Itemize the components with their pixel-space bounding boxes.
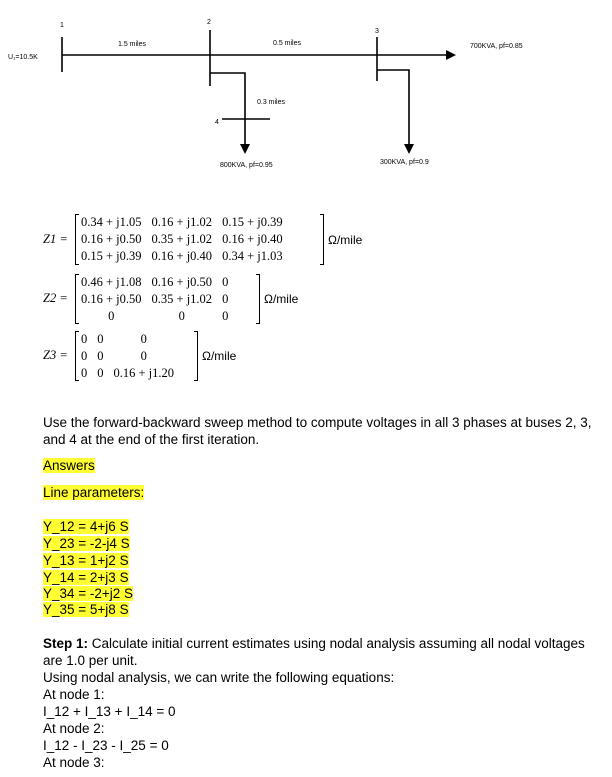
z1-label: Z1 = (43, 232, 68, 246)
z1-cell: 0.35 + j1.02 (151, 232, 213, 246)
segment-2-3-length: 0.5 miles (273, 40, 302, 47)
body-line: At node 3: (43, 755, 105, 770)
z3-cell: 0 (97, 366, 104, 380)
z3-unit: Ω/mile (202, 349, 237, 363)
segment-2-4-length: 0.3 miles (257, 99, 286, 106)
body-line: I_12 - I_23 - I_25 = 0 (43, 738, 169, 753)
body-line: At node 1: (43, 687, 105, 702)
z1-cell: 0.34 + j1.05 (81, 215, 142, 229)
question-text: Use the forward-backward sweep method to compute voltages in all 3 phases at buses 2, 3, and 4 at the end of the first iteration. (43, 415, 592, 447)
z1-unit: Ω/mile (328, 233, 363, 247)
z2-matrix (79, 274, 230, 325)
bus-label-4: 4 (215, 119, 219, 126)
branch-2-4-line (210, 73, 245, 144)
z2-unit: Ω/mile (264, 292, 299, 306)
z1-cell: 0.16 + j0.40 (222, 232, 283, 246)
z3-matrix (79, 331, 176, 382)
z1-cell: 0.16 + j1.02 (151, 215, 213, 229)
z1-cell: 0.15 + j0.39 (222, 215, 283, 229)
z1-cell: 0.16 + j0.40 (151, 249, 213, 263)
bus-label-3: 3 (375, 28, 379, 35)
z1-cell: 0.15 + j0.39 (81, 249, 142, 263)
line-parameters-heading: Line parameters: (43, 485, 145, 500)
z2-cell: 0.16 + j0.50 (81, 292, 142, 306)
z3-label: Z3 = (43, 348, 68, 362)
segment-1-2-length: 1.5 miles (118, 41, 147, 48)
step1-text: Calculate initial current estimates using nodal analysis assuming all nodal voltages are 1.0 per unit. (43, 636, 585, 668)
z3-cell: 0 (140, 349, 147, 363)
load-arrow-bus3 (446, 50, 456, 60)
admittance-line: Y_13 = 1+j2 S (43, 553, 129, 568)
answers-heading: Answers (43, 458, 95, 473)
admittance-line: Y_34 = -2+j2 S (43, 586, 134, 601)
z2-right-bracket (256, 274, 260, 324)
z3-cell: 0 (81, 366, 88, 380)
z3-cell: 0 (81, 349, 88, 363)
one-line-diagram (0, 0, 612, 180)
z3-cell: 0 (97, 332, 104, 346)
step1-label: Step 1: (43, 636, 89, 651)
load-arrow-bus4 (240, 144, 250, 154)
admittance-line: Y_12 = 4+j6 S (43, 519, 129, 534)
admittance-line: Y_14 = 2+j3 S (43, 570, 129, 585)
load-label-bus3-down: 300KVA, pf=0.9 (380, 159, 429, 166)
step1-paragraph (43, 635, 603, 669)
load-label-bus3-right: 700KVA, pf=0.85 (470, 43, 523, 50)
load-label-bus4: 800KVA, pf=0.95 (220, 162, 273, 169)
source-voltage-label: U₁=10.5K (8, 54, 38, 61)
body-line: Using nodal analysis, we can write the following equations: (43, 670, 395, 685)
body-line: I_12 + I_13 + I_14 = 0 (43, 704, 176, 719)
load-arrow-bus3-down (404, 144, 414, 154)
z1-right-bracket (320, 214, 324, 265)
z1-cell: 0.34 + j1.03 (222, 249, 283, 263)
z3-cell: 0 (81, 332, 88, 346)
z3-cell: 0 (140, 332, 147, 346)
z2-cell: 0.46 + j1.08 (81, 275, 142, 289)
z3-cell: 0 (97, 349, 104, 363)
z2-cell: 0 (222, 292, 229, 306)
z2-cell: 0 (178, 309, 185, 323)
body-line: At node 2: (43, 721, 105, 736)
z3-right-bracket (194, 331, 198, 381)
z2-cell: 0 (108, 309, 115, 323)
z1-cell: 0.16 + j0.50 (81, 232, 142, 246)
bus-label-1: 1 (60, 22, 64, 29)
z2-cell: 0 (222, 309, 229, 323)
z2-cell: 0 (222, 275, 229, 289)
admittance-line: Y_23 = -2-j4 S (43, 536, 130, 551)
z3-cell: 0.16 + j1.20 (113, 366, 175, 380)
z1-matrix (79, 214, 285, 265)
z2-label: Z2 = (43, 291, 68, 305)
z2-cell: 0.35 + j1.02 (151, 292, 213, 306)
branch-3-load-line (377, 70, 409, 144)
z2-cell: 0.16 + j0.50 (151, 275, 213, 289)
admittance-line: Y_35 = 5+j8 S (43, 602, 129, 617)
bus-label-2: 2 (207, 19, 211, 26)
